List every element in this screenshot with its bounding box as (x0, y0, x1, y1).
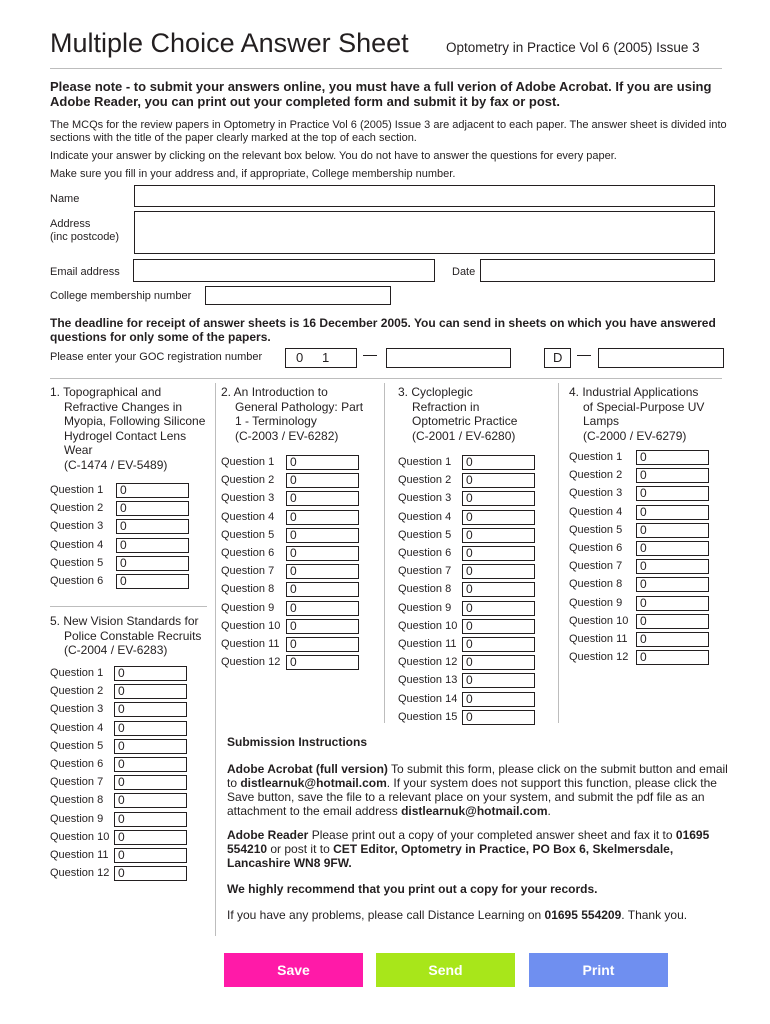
goc-number-field[interactable] (386, 348, 511, 368)
goc-letter-field[interactable] (544, 348, 571, 368)
paper-4-question-label: Question 8 (569, 578, 623, 591)
section-rule (50, 378, 722, 379)
paper-4-question-label: Question 10 (569, 614, 629, 627)
paper-4-question-label: Question 4 (569, 505, 623, 518)
paper-3-question-label: Question 6 (398, 547, 452, 559)
paper-5-answer-field[interactable]: 0 (114, 793, 187, 808)
paper-4-answer-field[interactable]: 0 (636, 523, 709, 538)
paper-2-answer-field[interactable]: 0 (286, 510, 359, 525)
paper-2-question-label: Question 4 (221, 510, 275, 523)
paper-3-question-label: Question 11 (398, 638, 457, 650)
recommend-print: We highly recommend that you print out a copy for your records. (227, 882, 598, 896)
paper-4-question-label: Question 11 (569, 633, 628, 645)
adobe-note: Please note - to submit your answers online, you must have a full verion of Adobe Acrobat. If you are using Adobe Reader, you can print out your completed form and submit it by fax or post. (50, 79, 712, 109)
college-membership-label: College membership number (50, 290, 192, 302)
paper-1-answer-field[interactable]: 0 (116, 538, 189, 553)
send-button[interactable]: Send (376, 953, 515, 987)
paper-5-question-label: Question 6 (50, 758, 104, 770)
paper-2-answer-field[interactable]: 0 (286, 637, 359, 652)
paper-1-title-line: Myopia, Following Silicone (64, 414, 206, 429)
paper-3-answer-field[interactable]: 0 (462, 655, 535, 670)
paper-3-answer-field[interactable]: 0 (462, 582, 535, 597)
column-separator-1 (215, 383, 216, 936)
page-title: Multiple Choice Answer Sheet (50, 28, 409, 58)
paper-4-question-label: Question 9 (569, 596, 623, 609)
paper-1-title (50, 385, 205, 473)
paper-2-question-label: Question 7 (221, 565, 275, 578)
goc-digit-2: 1 (322, 350, 330, 365)
paper-5-question-label: Question 3 (50, 703, 104, 716)
paper-2-title-line: 2. An Introduction to (221, 385, 328, 399)
paper-4-answer-field[interactable]: 0 (636, 486, 709, 501)
paper-5-question-label: Question 12 (50, 867, 110, 880)
paper-5-title-line: (C-2004 / EV-6283) (64, 643, 168, 658)
paper-3-answer-field[interactable]: 0 (462, 455, 535, 470)
paper-2-answer-field[interactable]: 0 (286, 455, 359, 470)
paper-4-question-label: Question 12 (569, 651, 629, 664)
paper-4-question-label: Question 6 (569, 542, 623, 554)
paper-4-title (569, 385, 704, 443)
paper-4-question-label: Question 1 (569, 451, 623, 463)
paper-5-question-label: Question 10 (50, 830, 110, 843)
paper-2-answer-field[interactable]: 0 (286, 491, 359, 506)
paper-3-question-label: Question 4 (398, 510, 452, 523)
page-subtitle: Optometry in Practice Vol 6 (2005) Issue 3 (446, 40, 700, 55)
paper-1-question-label: Question 6 (50, 575, 104, 587)
paper-5-question-label: Question 8 (50, 794, 104, 807)
paper-2-question-label: Question 12 (221, 656, 281, 669)
name-label: Name (50, 193, 80, 205)
paper-2-answer-field[interactable]: 0 (286, 582, 359, 597)
paper-4-question-label: Question 2 (569, 469, 623, 482)
paper-2-answer-field[interactable]: 0 (286, 655, 359, 670)
paper-3-question-label: Question 7 (398, 565, 452, 578)
goc-letter: D (553, 350, 563, 365)
paper-1-answer-field[interactable]: 0 (116, 483, 189, 498)
paper-3-question-label: Question 14 (398, 692, 458, 705)
acrobat-label: Adobe Acrobat (full version) (227, 762, 388, 776)
reader-label: Adobe Reader (227, 828, 309, 842)
paper-1-title-line: Wear (64, 443, 93, 458)
paper-2-question-label: Question 8 (221, 583, 275, 596)
paper-4-answer-field[interactable]: 0 (636, 632, 709, 647)
paper-5-question-label: Question 7 (50, 776, 104, 789)
paper-3-answer-field[interactable]: 0 (462, 491, 535, 506)
acrobat-text-3: . (547, 804, 551, 818)
postal-address: CET Editor, Optometry in Practice, PO Box 6, Skelmersdale, Lancashire WN8 9FW. (227, 842, 674, 870)
paper-1-question-label: Question 1 (50, 484, 104, 496)
paper-3-answer-field[interactable]: 0 (462, 546, 535, 561)
paper-2-title-line: 1 - Terminology (235, 414, 317, 429)
paper-3-answer-field[interactable]: 0 (462, 710, 535, 725)
paper-4-title-line: Lamps (583, 414, 620, 429)
intro-paragraph-3: Make sure you fill in your address and, if appropriate, College membership number. (50, 168, 456, 180)
email-field[interactable] (133, 259, 435, 282)
paper-1-question-label: Question 4 (50, 538, 104, 551)
problems-text: If you have any problems, please call Distance Learning on (227, 908, 545, 922)
paper-5-answer-field[interactable]: 0 (114, 866, 187, 881)
paper-5-answer-field[interactable]: 0 (114, 684, 187, 699)
paper-5-question-label: Question 9 (50, 812, 104, 825)
paper-1-answer-field[interactable]: 0 (116, 519, 189, 534)
college-membership-field[interactable] (205, 286, 391, 305)
paper-4-question-label: Question 5 (569, 523, 623, 536)
paper-5-answer-field[interactable]: 0 (114, 666, 187, 681)
paper-2-title-line: (C-2003 / EV-6282) (235, 428, 339, 443)
email-link-1[interactable]: distlearnuk@hotmail.com (240, 776, 387, 790)
paper-4-title-line: (C-2000 / EV-6279) (583, 428, 687, 443)
paper-1-answer-field[interactable]: 0 (116, 574, 189, 589)
paper-5-title-line: 5. New Vision Standards for (50, 614, 199, 628)
paper-2-question-label: Question 6 (221, 547, 275, 559)
paper-1-question-label: Question 3 (50, 520, 104, 533)
paper-3-question-label: Question 5 (398, 528, 452, 541)
paper-3-answer-field[interactable]: 0 (462, 510, 535, 525)
paper-3-title-line: Optometric Practice (412, 414, 518, 429)
paper-2-question-label: Question 3 (221, 492, 275, 505)
paper-5-question-label: Question 11 (50, 849, 109, 861)
paper-2-answer-field[interactable]: 0 (286, 473, 359, 488)
goc-label: Please enter your GOC registration number (50, 351, 263, 363)
paper-3-answer-field[interactable]: 0 (462, 637, 535, 652)
paper-2-question-label: Question 10 (221, 619, 281, 632)
acrobat-text-1: To submit this form, please click on the submit button and email to (227, 762, 728, 790)
paper-4-answer-field[interactable]: 0 (636, 614, 709, 629)
paper-2-title (221, 385, 363, 443)
date-label: Date (452, 266, 476, 278)
paper-1-title-line: Hydrogel Contact Lens (64, 428, 187, 443)
goc-suffix-field[interactable] (598, 348, 724, 368)
paper-3-question-label: Question 2 (398, 474, 452, 487)
paper-1-question-label: Question 2 (50, 502, 104, 515)
paper-1-title-line: 1. Topographical and (50, 385, 162, 399)
paper-5-answer-field[interactable]: 0 (114, 830, 187, 845)
paper-5-answer-field[interactable]: 0 (114, 702, 187, 717)
paper-3-answer-field[interactable]: 0 (462, 564, 535, 579)
paper-2-answer-field[interactable]: 0 (286, 564, 359, 579)
submission-heading: Submission Instructions (227, 735, 368, 749)
paper-2-answer-field[interactable]: 0 (286, 601, 359, 616)
paper-3-answer-field[interactable]: 0 (462, 619, 535, 634)
paper-3-question-label: Question 3 (398, 492, 452, 505)
goc-dash-1 (363, 355, 377, 356)
paper-5-title-line: Police Constable Recruits (64, 628, 202, 643)
paper-4-answer-field[interactable]: 0 (636, 559, 709, 574)
address-label: Address (50, 218, 91, 230)
paper-2-answer-field[interactable]: 0 (286, 528, 359, 543)
paper-3-question-label: Question 8 (398, 583, 452, 596)
paper-2-question-label: Question 9 (221, 601, 275, 614)
paper-5-question-label: Question 2 (50, 685, 104, 698)
reader-text-1: Please print out a copy of your completed answer sheet and fax it to (308, 828, 676, 842)
paper-2-question-label: Question 11 (221, 638, 280, 650)
phone-number: 01695 554209 (544, 908, 622, 922)
email-label: Email address (50, 266, 120, 278)
paper-4-title-line: of Special-Purpose UV (583, 399, 705, 414)
goc-digit-1: 0 (296, 350, 304, 365)
paper-2-answer-field[interactable]: 0 (286, 546, 359, 561)
paper-4-title-line: 4. Industrial Applications (569, 385, 699, 399)
paper-3-title (398, 385, 517, 443)
paper-1-title-line: Refractive Changes in (64, 399, 183, 414)
paper-3-title-line: Refraction in (412, 399, 480, 414)
paper-5-question-label: Question 5 (50, 739, 104, 752)
address-postcode-label: (inc postcode) (50, 231, 120, 243)
paper-3-question-label: Question 10 (398, 619, 458, 632)
paper-3-answer-field[interactable]: 0 (462, 692, 535, 707)
paper-3-answer-field[interactable]: 0 (462, 601, 535, 616)
paper-5-rule (50, 606, 207, 607)
paper-1-question-label: Question 5 (50, 556, 104, 569)
deadline-notice: The deadline for receipt of answer sheets is 16 December 2005. You can send in sheets on which you have answered questions for only some of the papers. (50, 316, 716, 344)
paper-3-question-label: Question 9 (398, 601, 452, 614)
paper-2-question-label: Question 1 (221, 456, 275, 468)
problems-end: . Thank you. (621, 908, 688, 922)
reader-text-2: or post it to (267, 842, 334, 856)
paper-3-title-line: 3. Cycloplegic (398, 385, 473, 399)
paper-2-title-line: General Pathology: Part (235, 399, 364, 414)
paper-4-answer-field[interactable]: 0 (636, 505, 709, 520)
paper-4-answer-field[interactable]: 0 (636, 541, 709, 556)
goc-dash-2 (577, 355, 591, 356)
paper-1-title-line: (C-1474 / EV-5489) (64, 457, 168, 472)
paper-3-question-label: Question 15 (398, 710, 458, 723)
paper-5-title (50, 614, 201, 658)
paper-4-answer-field[interactable]: 0 (636, 650, 709, 665)
header-rule (50, 68, 722, 69)
name-field[interactable] (134, 185, 715, 207)
paper-5-answer-field[interactable]: 0 (114, 775, 187, 790)
paper-3-title-line: (C-2001 / EV-6280) (412, 428, 516, 443)
paper-2-question-label: Question 2 (221, 474, 275, 487)
acrobat-text-2: . If your system does not support this function, please click the Save button, save the file to a relevant place on your system, and submit the pdf file as an attachment to the email address (227, 776, 717, 818)
print-button[interactable]: Print (529, 953, 668, 987)
paper-4-question-label: Question 3 (569, 487, 623, 500)
paper-3-answer-field[interactable]: 0 (462, 673, 535, 688)
paper-4-answer-field[interactable]: 0 (636, 596, 709, 611)
paper-5-answer-field[interactable]: 0 (114, 739, 187, 754)
save-button[interactable]: Save (224, 953, 363, 987)
paper-5-answer-field[interactable]: 0 (114, 721, 187, 736)
paper-3-answer-field[interactable]: 0 (462, 473, 535, 488)
paper-5-answer-field[interactable]: 0 (114, 812, 187, 827)
paper-3-question-label: Question 1 (398, 456, 452, 468)
paper-2-question-label: Question 5 (221, 528, 275, 541)
acrobat-instructions (227, 762, 737, 818)
paper-5-question-label: Question 4 (50, 721, 104, 734)
column-separator-3 (558, 383, 559, 723)
intro-paragraph-1: The MCQs for the review papers in Optometry in Practice Vol 6 (2005) Issue 3 are adjacent to each paper. The answer sheet is divided into sections with the title of the paper clearly marked at the top of each section. (50, 119, 727, 144)
date-field[interactable] (480, 259, 715, 282)
fax-number: 01695 554210 (227, 828, 710, 856)
paper-3-question-label: Question 12 (398, 656, 458, 669)
paper-3-question-label: Question 13 (398, 674, 458, 687)
paper-5-answer-field[interactable]: 0 (114, 757, 187, 772)
paper-4-answer-field[interactable]: 0 (636, 468, 709, 483)
paper-4-answer-field[interactable]: 0 (636, 450, 709, 465)
intro-paragraph-2: Indicate your answer by clicking on the relevant box below. You do not have to answer the questions for every paper. (50, 150, 617, 162)
reader-instructions (227, 828, 737, 870)
paper-5-answer-field[interactable]: 0 (114, 848, 187, 863)
paper-5-question-label: Question 1 (50, 667, 104, 679)
paper-3-answer-field[interactable]: 0 (462, 528, 535, 543)
paper-1-answer-field[interactable]: 0 (116, 501, 189, 516)
goc-prefix-field[interactable] (285, 348, 357, 368)
problems-contact (227, 908, 737, 922)
paper-4-question-label: Question 7 (569, 560, 623, 573)
paper-1-answer-field[interactable]: 0 (116, 556, 189, 571)
email-link-2[interactable]: distlearnuk@hotmail.com (401, 804, 548, 818)
column-separator-2 (384, 383, 385, 723)
paper-4-answer-field[interactable]: 0 (636, 577, 709, 592)
address-field[interactable] (134, 211, 715, 254)
paper-2-answer-field[interactable]: 0 (286, 619, 359, 634)
